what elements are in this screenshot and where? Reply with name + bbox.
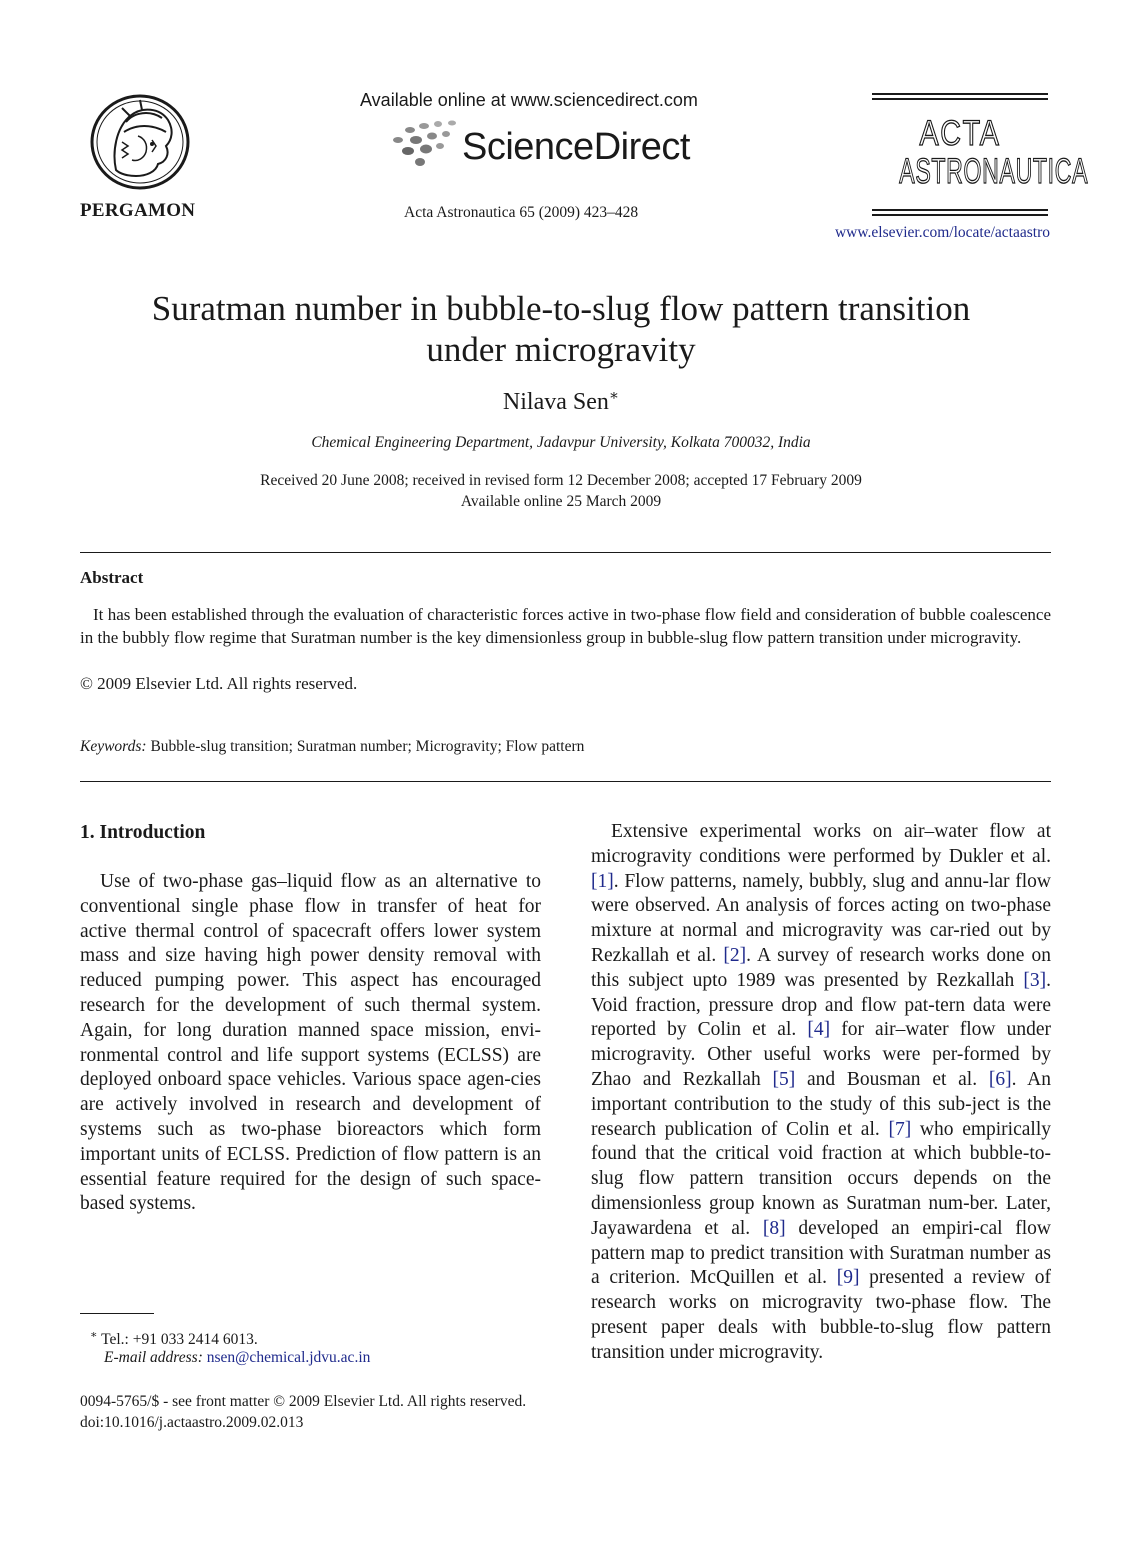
publisher-name: PERGAMON <box>80 200 196 221</box>
citation-link[interactable]: [6] <box>988 1068 1012 1090</box>
pergamon-logo <box>86 92 194 192</box>
citation-link[interactable]: [2] <box>723 944 747 966</box>
issn-line: 0094-5765/$ - see front matter © 2009 Elsevier Ltd. All rights reserved. <box>80 1393 527 1410</box>
abstract-body <box>80 604 1051 649</box>
keywords-label: Keywords: <box>80 738 147 755</box>
front-matter <box>80 1391 526 1433</box>
email-label: E-mail address: <box>104 1349 203 1366</box>
masthead-astronautica: ASTRONAUTICA <box>899 152 1089 191</box>
footnote-rule <box>80 1313 154 1314</box>
intro-paragraph-1: Use of two-phase gas–liquid flow as an alternative to conventional single phase flow in transfer of heat for active thermal control of spacecraft offers lower system mass and size having high power density removal with reduced pumping power. This aspect has encouraged research for the development of such thermal system. Again, for long duration manned space mission, envi-ronmental control and life support systems (ECLSS) are deployed onboard space vehicles. Various space agen-cies are actively involved in research and development of systems such as two-phase bioreactors which form important units of ECLSS. Prediction of flow pattern is an essential feature required for the design of such space-based systems. <box>80 871 541 1215</box>
journal-url-link[interactable]: www.elsevier.com/locate/actaastro <box>834 224 1050 241</box>
article-dates <box>60 470 1062 512</box>
available-date: Available online 25 March 2009 <box>460 493 662 510</box>
article-title <box>60 288 1062 370</box>
doi-line[interactable]: doi:10.1016/j.actaastro.2009.02.013 <box>80 1414 304 1431</box>
masthead-rule <box>872 209 1048 211</box>
citation-link[interactable]: [5] <box>772 1068 796 1090</box>
footnote-email <box>104 1349 370 1367</box>
paragraph-text: . Flow patterns, namely, bubbly, slug and annu-lar flow were observed. An analysis of forces acting on two-phase mixture at normal and microgravity was car-ried out by Rezkallah et al. <box>591 870 1051 966</box>
sciencedirect-dots-icon <box>390 118 470 170</box>
abstract-copyright: © 2009 Elsevier Ltd. All rights reserved. <box>80 674 358 693</box>
email-link[interactable]: nsen@chemical.jdvu.ac.in <box>206 1349 371 1366</box>
keywords-line <box>80 738 584 756</box>
right-column <box>591 820 1051 1366</box>
title-line-1: Suratman number in bubble-to-slug flow pattern transition <box>151 289 971 328</box>
received-dates: Received 20 June 2008; received in revised form 12 December 2008; accepted 17 February 2009 <box>260 472 862 489</box>
paragraph-text: for air–water flow under microgravity. Other useful works were per-formed by Zhao and Rezkallah <box>591 1019 1052 1090</box>
abstract-text: It has been established through the evaluation of characteristic forces active in two-phase flow field and consideration of bubble coalescence in the bubbly flow regime that Suratman number is the key dimensionless group in bubble-slug flow pattern transition under microgravity. <box>80 605 1051 647</box>
author-footnote-mark[interactable]: ∗ <box>608 388 620 404</box>
masthead-rule <box>872 214 1048 216</box>
paragraph-text: and Bousman et al. <box>795 1068 989 1090</box>
paragraph-text: . A survey of research works done on this subject upto 1989 was presented by Rezkallah <box>591 944 1051 991</box>
paragraph-text: presented a review of research works on microgravity two-phase flow. The present paper deals with bubble-to-slug flow pattern transition under microgravity. <box>591 1267 1052 1363</box>
abstract-heading: Abstract <box>80 568 144 587</box>
acta-astronautica-masthead <box>868 90 1089 220</box>
masthead-acta: ACTA <box>919 114 1001 153</box>
athena-seal-icon <box>86 92 194 192</box>
paragraph-text: developed an empiri-cal flow pattern map to predict transition with Suratman number as a criterion. McQuillen et al. <box>591 1217 1052 1289</box>
citation-link[interactable]: [8] <box>762 1217 786 1239</box>
citation-link[interactable]: [4] <box>807 1019 831 1041</box>
title-line-2: under microgravity <box>426 330 696 369</box>
paragraph-text: . An important contribution to the study of this sub-ject is the research publication of Colin et al. <box>591 1068 1051 1140</box>
available-online-text: Available online at www.sciencedirect.com <box>360 90 698 110</box>
footnote-tel: Tel.: +91 033 2414 6013. <box>101 1331 258 1349</box>
citation-link[interactable]: [9] <box>836 1267 860 1289</box>
left-column <box>80 870 541 1217</box>
journal-reference: Acta Astronautica 65 (2009) 423–428 <box>404 204 639 221</box>
paragraph-text: Extensive experimental works on air–water flow at microgravity conditions were performed by Dukler et al. <box>591 821 1051 867</box>
masthead-rule <box>872 93 1048 95</box>
author-affiliation: Chemical Engineering Department, Jadavpur University, Kolkata 700032, India <box>311 434 811 451</box>
sciencedirect-wordmark: ScienceDirect <box>462 126 690 168</box>
citation-link[interactable]: [7] <box>888 1118 912 1140</box>
author-name: Nilava Sen <box>502 389 609 415</box>
citation-link[interactable]: [1] <box>591 870 614 892</box>
section-heading: 1. Introduction <box>80 822 206 843</box>
masthead-rule <box>872 98 1048 100</box>
footnote-telephone <box>90 1328 258 1349</box>
divider <box>80 781 1051 782</box>
divider <box>80 552 1051 553</box>
paragraph-text: . Void fraction, pressure drop and flow pat-tern data were reported by Colin et al. <box>591 969 1051 1041</box>
author-line <box>60 386 1062 416</box>
footnote-mark: ∗ <box>90 1329 98 1341</box>
keywords-text: Bubble-slug transition; Suratman number; Microgravity; Flow pattern <box>150 738 585 755</box>
intro-paragraph-2 <box>591 820 1051 1366</box>
paragraph-text: who empirically found that the critical void fraction at which bubble-to-slug flow pattern transition occurs depends on the dimensionless group known as Suratman num-ber. Later, Jayawardena et al. <box>591 1118 1051 1239</box>
citation-link[interactable]: [3] <box>1023 969 1047 991</box>
